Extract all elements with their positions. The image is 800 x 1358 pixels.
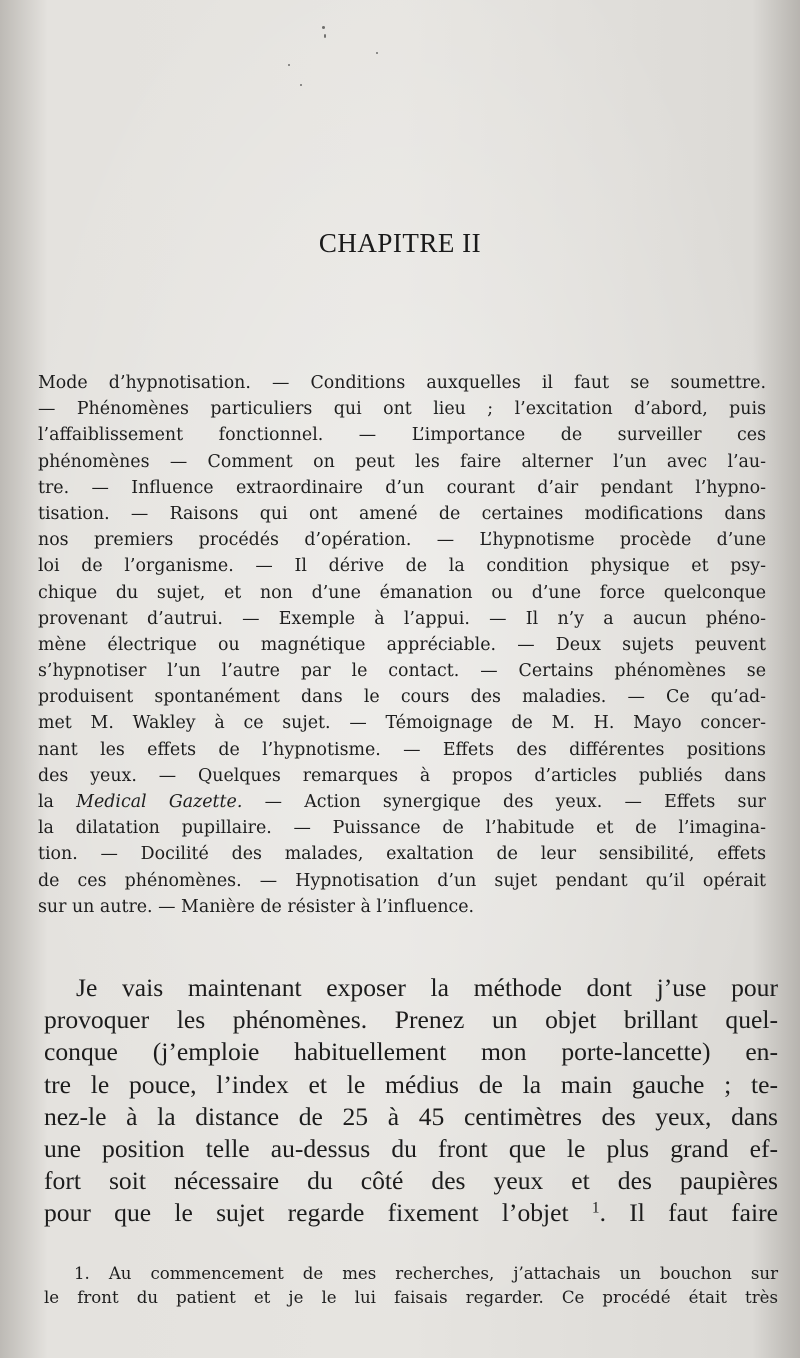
summary-line: chique du sujet, et non d’une émanation ou d’une force quelconque — [38, 582, 766, 603]
summary-line: la Medical Gazette. — Action synergique des yeux. — Effets sur — [38, 792, 766, 812]
summary-line: tion. — Docilité des malades, exaltation de leur sensibilité, effets — [38, 844, 766, 865]
summary-line: loi de l’organisme. — Il dérive de la condition physique et psy- — [38, 556, 766, 577]
summary-line: nos premiers procédés d’opération. — L’hypnotisme procède d’une — [38, 530, 766, 551]
body-text — [44, 972, 778, 1230]
summary-line: nant les effets de l’hypnotisme. — Effets des différentes positions — [38, 739, 766, 760]
summary-line: l’affaiblissement fonctionnel. — L’importance de surveiller ces — [38, 425, 766, 446]
body-line: tre le pouce, l’index et le médius de la main gauche ; te- — [44, 1069, 778, 1099]
summary-line: produisent spontanément dans le cours des maladies. — Ce qu’ad- — [38, 687, 766, 708]
summary-line: Mode d’hypnotisation. — Conditions auxquelles il faut se soumettre. — [38, 373, 766, 393]
summary-line: de ces phénomènes. — Hypnotisation d’un sujet pendant qu’il opérait — [38, 870, 766, 891]
body-line: conque (j’emploie habituellement mon porte-lancette) en- — [44, 1037, 778, 1067]
footnote-line: 1. Au commencement de mes recherches, j’attachais un bouchon sur — [74, 1264, 778, 1283]
summary-line: met M. Wakley à ce sujet. — Témoignage de M. H. Mayo concer- — [38, 713, 766, 734]
ink-speck — [300, 84, 302, 86]
summary-line: — Phénomènes particuliers qui ont lieu ; l’excitation d’abord, puis — [38, 399, 766, 420]
body-line — [44, 1197, 778, 1229]
body-line-text: pour que le sujet regarde fixement l’objet — [44, 1198, 592, 1228]
body-line: une position telle au-dessus du front que le plus grand ef- — [44, 1133, 778, 1163]
summary-line: mène électrique ou magnétique appréciable. — Deux sujets peuvent — [38, 634, 766, 655]
body-line: nez-le à la distance de 25 à 45 centimètres des yeux, dans — [44, 1101, 778, 1131]
summary-line: tisation. — Raisons qui ont amené de certaines modifications dans — [38, 503, 766, 524]
ink-speck — [288, 64, 290, 66]
ink-speck — [322, 26, 325, 29]
ink-speck — [324, 34, 326, 38]
summary-line: tre. — Influence extraordinaire d’un courant d’air pendant l’hypno- — [38, 477, 766, 498]
footnote-reference: 1 — [591, 1199, 600, 1217]
chapter-title: CHAPITRE II — [318, 228, 482, 258]
ink-speck — [376, 52, 378, 54]
body-line: provoquer les phénomènes. Prenez un objet brillant quel- — [44, 1005, 778, 1035]
summary-line: la dilatation pupillaire. — Puissance de l’habitude et de l’imagina- — [38, 818, 766, 839]
footnote-line: le front du patient et je le lui faisais regarder. Ce procédé était très — [44, 1287, 778, 1307]
summary-line: des yeux. — Quelques remarques à propos d’articles publiés dans — [38, 765, 766, 786]
journal-title: Medical Gazette. — [76, 792, 243, 812]
summary-line: provenant d’autrui. — Exemple à l’appui. — Il n’y a aucun phéno- — [38, 608, 766, 629]
chapter-summary — [38, 370, 766, 920]
body-line: fort soit nécessaire du côté des yeux et des paupières — [44, 1166, 778, 1196]
footnote — [44, 1262, 778, 1309]
summary-line: phénomènes — Comment on peut les faire alterner l’un avec l’au- — [38, 451, 766, 472]
body-line: Je vais maintenant exposer la méthode dont j’use pour — [76, 973, 778, 1002]
summary-line: sur un autre. — Manière de résister à l’influence. — [38, 896, 475, 917]
footnote-marker: 1. — [74, 1264, 109, 1283]
summary-line: s’hypnotiser l’un l’autre par le contact. — Certains phénomènes se — [38, 661, 766, 682]
body-line-text: . Il faut faire — [599, 1198, 778, 1228]
